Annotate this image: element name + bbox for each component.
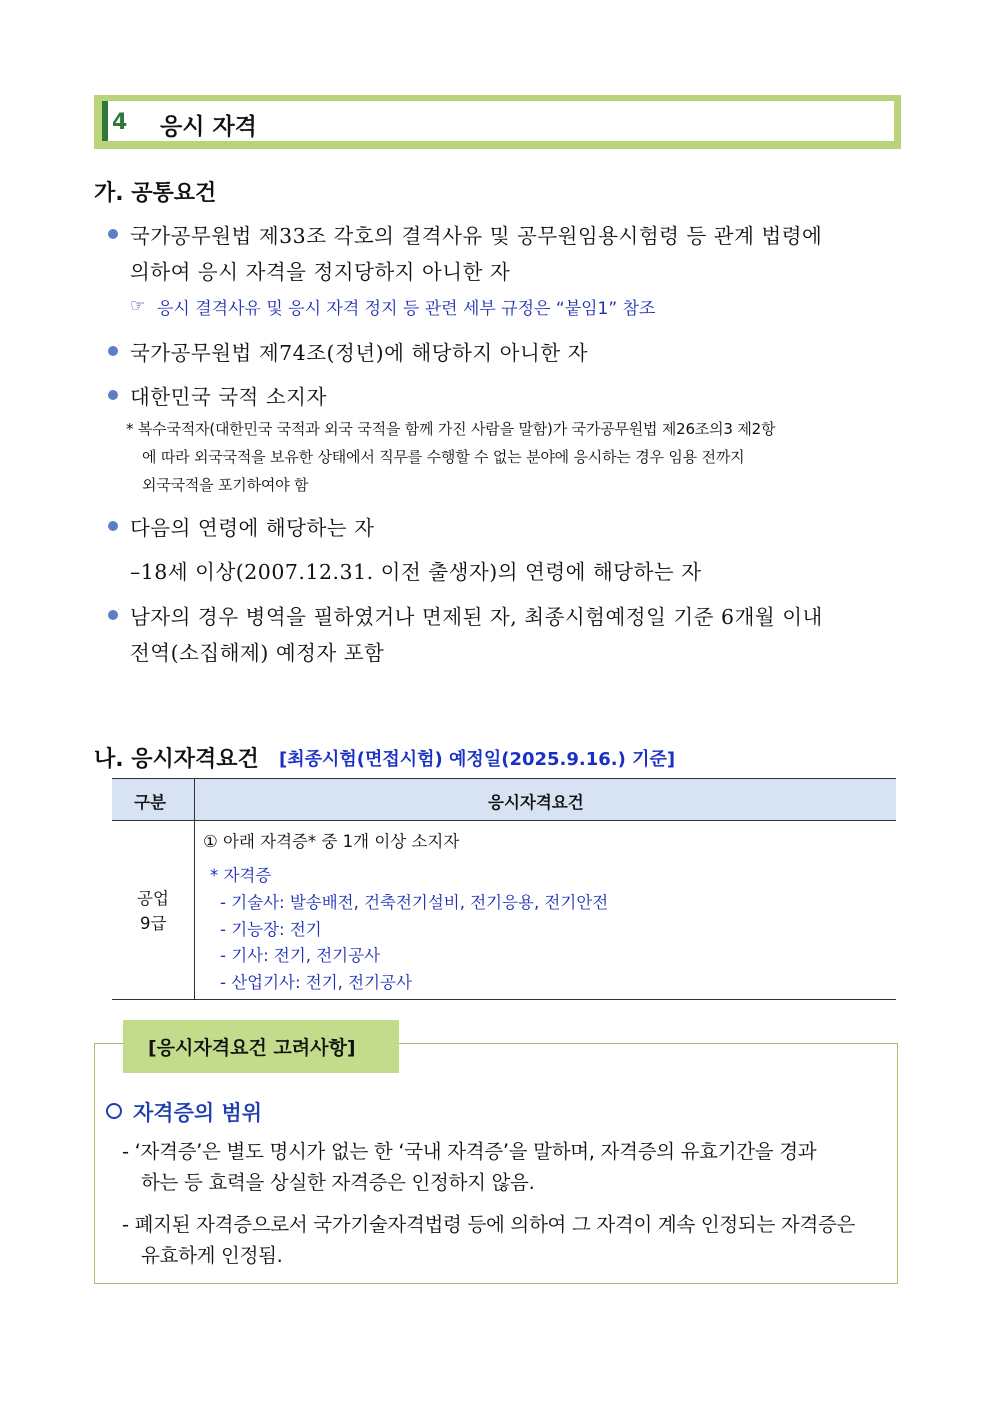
cert-item: - 산업기사: 전기, 전기공사 <box>220 973 412 992</box>
table-main-requirement: ① 아래 자격증* 중 1개 이상 소지자 <box>203 832 460 851</box>
section-number: 4 <box>112 110 128 135</box>
item5-line1: 남자의 경우 병역을 필하였거나 면제된 자, 최종시험예정일 기준 6개월 이내 <box>130 605 823 629</box>
bullet-icon <box>108 610 118 620</box>
point2-line1: - 폐지된 자격증으로서 국가기술자격법령 등에 의하여 그 자격이 계속 인정되는 자격증은 <box>122 1213 856 1236</box>
table-bottom-rule <box>112 999 896 1000</box>
table-divider <box>194 778 195 1000</box>
item2: 국가공무원법 제74조(정년)에 해당하지 아니한 자 <box>130 341 588 365</box>
pointing-hand-icon: ☞ <box>130 296 146 316</box>
point2-line2: 유효하게 인정됨. <box>141 1244 283 1267</box>
table-header-requirements: 응시자격요건 <box>488 793 584 812</box>
item5-line2: 전역(소집해제) 예정자 포함 <box>130 641 385 665</box>
item4-sub: –18세 이상(2007.12.31. 이전 출생자)의 연령에 해당하는 자 <box>130 560 702 584</box>
requirements-heading: 나. 응시자격요건 <box>94 747 259 772</box>
cert-item: - 기술사: 발송배전, 건축전기설비, 전기응용, 전기안전 <box>220 893 609 912</box>
requirements-basis: [최종시험(면접시험) 예정일(2025.9.16.) 기준] <box>279 749 676 770</box>
table-row-label-line2: 9급 <box>140 914 167 933</box>
bullet-icon <box>108 390 118 400</box>
item1-note: 응시 결격사유 및 응시 자격 정지 등 관련 세부 규정은 “붙임1” 참조 <box>157 299 656 319</box>
table-row-label-line1: 공업 <box>137 889 169 908</box>
cert-item: - 기사: 전기, 전기공사 <box>220 946 381 965</box>
point1-line1: - ‘자격증’은 별도 명시가 없는 한 ‘국내 자격증’을 말하며, 자격증의 유효기간을 경과 <box>122 1140 817 1163</box>
item1-line1: 국가공무원법 제33조 각호의 결격사유 및 공무원임용시험령 등 관계 법령에 <box>130 224 823 248</box>
item3-note-line1: * 복수국적자(대한민국 국적과 외국 국적을 함께 가진 사람을 말함)가 국가공무원법 제26조의3 제2항 <box>126 420 776 438</box>
table-header-category: 구분 <box>134 793 166 812</box>
section-title: 응시 자격 <box>160 114 257 140</box>
item3-note-line2: 에 따라 외국국적을 보유한 상태에서 직무를 수행할 수 없는 분야에 응시하는 경우 임용 전까지 <box>142 448 745 466</box>
considerations-subheading: 자격증의 범위 <box>133 1101 263 1125</box>
circle-icon <box>106 1103 122 1119</box>
item3: 대한민국 국적 소지자 <box>130 385 327 409</box>
bullet-icon <box>108 229 118 239</box>
point1-line2: 하는 등 효력을 상실한 자격증은 인정하지 않음. <box>141 1171 535 1194</box>
cert-title: * 자격증 <box>210 866 272 885</box>
bullet-icon <box>108 521 118 531</box>
considerations-label: [응시자격요건 고려사항] <box>148 1037 356 1059</box>
item4: 다음의 연령에 해당하는 자 <box>130 516 375 540</box>
cert-item: - 기능장: 전기 <box>220 920 322 939</box>
common-heading: 가. 공통요건 <box>94 181 217 206</box>
item1-line2: 의하여 응시 자격을 정지당하지 아니한 자 <box>130 260 511 284</box>
item3-note-line3: 외국국적을 포기하여야 함 <box>142 476 309 494</box>
bullet-icon <box>108 346 118 356</box>
